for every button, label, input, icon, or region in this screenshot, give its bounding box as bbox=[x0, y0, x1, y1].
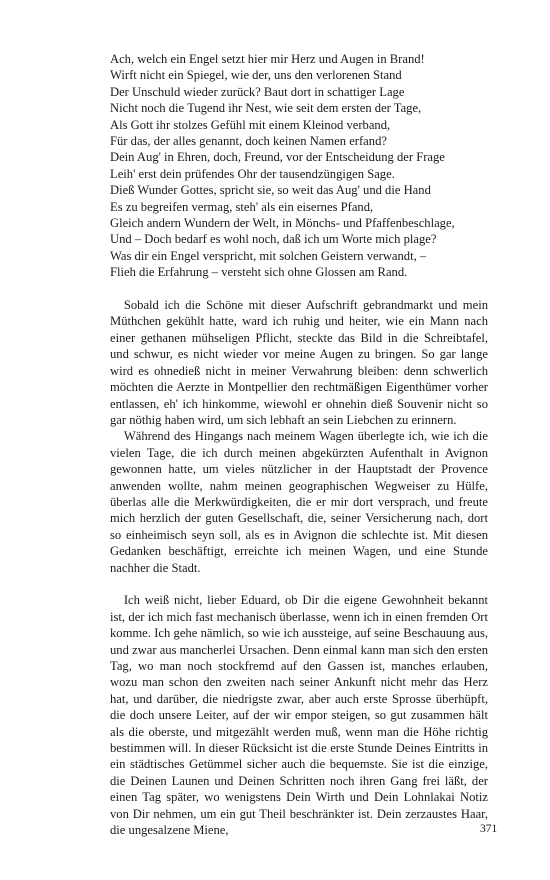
poem-line: Nicht noch die Tugend ihr Nest, wie seit dem ersten der Tage, bbox=[110, 101, 422, 116]
poem-line: Wirft nicht ein Spiegel, wie der, uns den verlorenen Stand bbox=[110, 68, 402, 83]
poem-line: Was dir ein Engel verspricht, mit solchen Geistern verwandt, – bbox=[110, 248, 427, 263]
poem-line: Gleich andern Wundern der Welt, in Mönchs- und Pfaffenbeschlage, bbox=[110, 216, 455, 231]
section-gap bbox=[110, 281, 488, 297]
poem-line: Es zu begreifen vermag, steh' als ein eisernes Pfand, bbox=[110, 199, 374, 214]
paragraph: Ich weiß nicht, lieber Eduard, ob Dir die eigene Gewohnheit bekannt ist, der ich mich fast mechanisch überlasse, wenn ich in einen fremden Ort komme. Ich gehe nämlich, so wie ich aussteige, auf seine Beschauung aus, und zwar aus mancherlei Ursachen. Denn einmal kann man sich den ersten Tag, wo man noch stockfremd auf den Gassen ist, manches erlauben, wozu man schon den zweiten nach seiner Ankunft nicht mehr das Herz hat, und darüber, die niedrigste zwar, aber auch erste Sprosse überhüpft, die doch unsere Leiter, auf der wir empor steigen, so gut zusammen hält als die oberste, und mitgezählt werden muß, wenn man die Höhe richtig bestimmen will. In dieser Rücksicht ist die erste Stunde Deines Eintritts in ein städtisches Getümmel sicher auch die bequemste. Sie ist die einzige, die Deinen Launen und Deinen Schritten noch ihren Gang frei läßt, der einen Tag später, wo wenigstens Dein Wirth und Dein Lohnlakai Notiz von Dir nehmen, um ein gut Theil beschränkter ist. Dein zerzaustes Haar, die ungesalzene Miene, bbox=[110, 593, 488, 838]
poem-line: Für das, der alles genannt, doch keinen Namen erfand? bbox=[110, 134, 387, 149]
poem-line: Ach, welch ein Engel setzt hier mir Herz und Augen in Brand! bbox=[110, 52, 425, 66]
poem-line: Und – Doch bedarf es wohl noch, daß ich um Worte mich plage? bbox=[110, 232, 437, 247]
poem-line: Leih' erst dein prüfendes Ohr der tausendzüngigen Sage. bbox=[110, 166, 395, 181]
paragraph: Während des Hingangs nach meinem Wagen überlegte ich, wie ich die vielen Tage, die ich durch meinen abgekürzten Aufenthalt in Avignon gewonnen hatte, um vieles nützlicher in der Hauptstadt der Provence anwenden wollte, nahm meinen geographischen Wegweiser zu Hülfe, überlas alle die Merkwürdigkeiten, die er mir dort versprach, und freute mich herzlich der guten Gesellschaft, die, seiner Versicherung nach, dort so einheimisch seyn soll, als es in Avignon die schlechte ist. Mit diesen Gedanken beschäftigt, erreichte ich meinen Wagen, und eine Stunde nachher die Stadt. bbox=[110, 429, 488, 575]
poem-line: Als Gott ihr stolzes Gefühl mit einem Kleinod verband, bbox=[110, 117, 391, 132]
poem-line: Flieh die Erfahrung – versteht sich ohne Glossen am Rand. bbox=[110, 265, 408, 280]
page-number: 371 bbox=[480, 823, 498, 835]
paragraph: Sobald ich die Schöne mit dieser Aufschrift gebrandmarkt und mein Müthchen gekühlt hatte, ward ich ruhig und heiter, wie ein Mann nach einer gethanen mühseligen Pflicht, steckte das Bild in die Schreibtafel, und schwur, es nicht wieder vor meine Augen zu bringen. So gar lange wird es ohnedieß nicht in meiner Verwahrung bleiben: denn schwerlich möchten die Aerzte in Montpellier den rechtmäßigen Eigenthümer vorher entlassen, eh' ich hinkomme, wiewohl er ohnehin dieß Souvenir nicht so gar nöthig haben wird, um sich lebhaft an sein Liebchen zu erinnern. bbox=[110, 298, 488, 427]
poem-line: Dieß Wunder Gottes, spricht sie, so weit das Aug' und die Hand bbox=[110, 183, 431, 198]
poem-line: Der Unschuld wieder zurück? Baut dort in schattiger Lage bbox=[110, 84, 405, 99]
section-gap bbox=[110, 576, 488, 592]
page-body bbox=[110, 51, 488, 838]
poem bbox=[110, 51, 488, 281]
poem-line: Dein Aug' in Ehren, doch, Freund, vor der Entscheidung der Frage bbox=[110, 150, 445, 165]
